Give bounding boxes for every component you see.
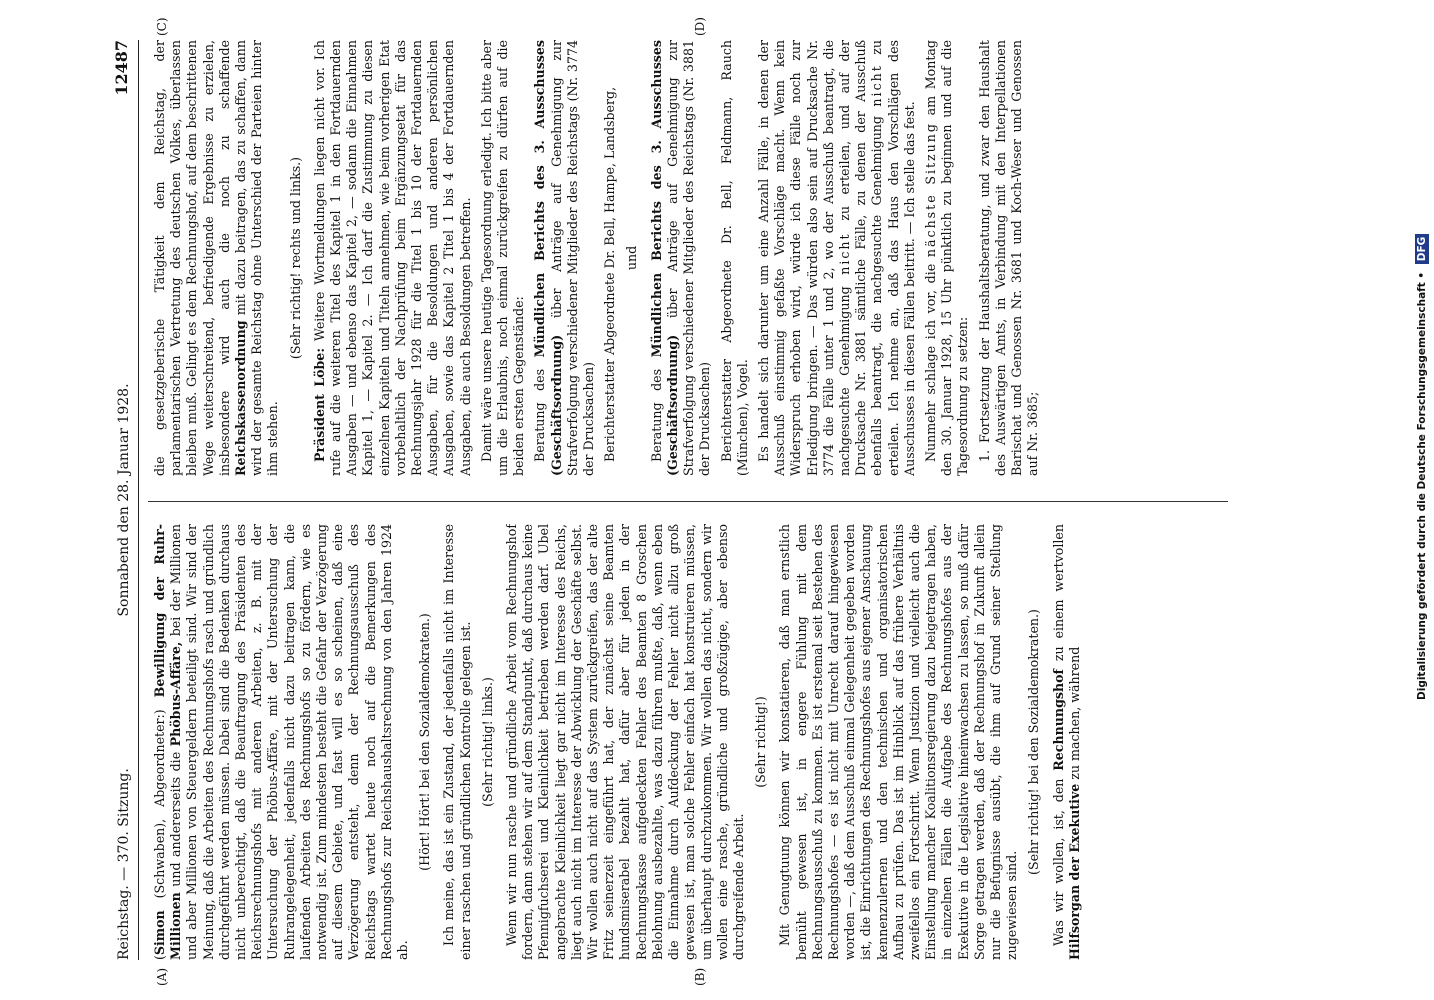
interjection: (Sehr richtig! links.) (479, 677, 495, 807)
paragraph: Berichterstatter Abgeordnete Dr. Bell, Feldmann, Rauch (München), Vogel. (718, 40, 750, 476)
agenda-item (649, 40, 714, 476)
text-run: über Anträge auf Genehmigung zur Strafverfolgung verschiedener Mitglieder des Reichstags (Nr. 3881 der Drucksachen) (664, 40, 713, 476)
document-page (112, 17, 1242, 986)
text-run: über Anträge auf Genehmigung zur Strafverfolgung verschiedener Mitglieder des Reichstags (Nr. 3774 der Drucksachen) (548, 40, 597, 476)
bold-phrase: Rechnungshof (1050, 669, 1066, 771)
paragraph (312, 40, 474, 476)
bold-phrase: Mündlichen Berichts des 3. Ausschusses (Geschäftsordnung) (648, 40, 680, 476)
agenda-list-item: 1. Fortsetzung der Haushaltsberatung, und zwar den Haushalt des Auswärtigen Amts, in Verbindung mit den Interpellationen Barischat und Genossen Nr. 3681 und Koch-Weser und Genossen auf Nr. 3685; (976, 40, 1041, 476)
text-run: zu erteilen. Ich nehme an, daß das Haus den Vorschlägen des Ausschusses in diesen Fällen beitritt. — Ich stelle das fest. (869, 40, 917, 476)
text-run: und andererseits die (168, 746, 184, 893)
bold-phrase: Bewilligung der Ruhr-Millionen (152, 524, 184, 960)
interjection: (Sehr richtig! rechts und links.) (287, 156, 303, 360)
page-header (112, 40, 139, 960)
bold-phrase: Reichskassenordnung (233, 320, 249, 476)
text-run: die gesetzgeberische Tätigkeit dem Reichstag, der parlamentarischen Vertretung des deutschen Volkes, überlassen bleiben muß. Gelingt es dem Rechnungshof, auf dem beschrittenen Wege weiterschreitend, befriedigende Ergebnisse zu erzielen, insbesondere wird auch die noch zu schaffende (152, 40, 232, 476)
spaced-phrase: nächste Sitzung (922, 122, 938, 258)
right-column (152, 40, 1232, 476)
paragraph (152, 40, 282, 476)
header-left: Reichstag. — 370. Sitzung. (116, 768, 132, 960)
bold-phrase: Phöbus-Affäre, (168, 641, 184, 747)
paragraph: (Simon (Schwaben), Abgeordneter:) Bewilligung der Ruhr-Millionen und andererseits die Phöbus-Affäre, bei der Millionen und aber Millionen von Steuergeldern beteiligt sind. Wir sind der Meinung, daß die Arbeiten des Rechnungshofs rasch und gründlich durchgeführt werden müssen. Dabei sind die Bedenken durchaus nicht unberechtigt, daß die Beauftragung des Präsidenten des Reichsrechnungshofs mit anderen Arbeiten, z. B. mit der Untersuchung der Phöbus-Affäre, mit der Untersuchung der Ruhrangelegenheit, jedenfalls nicht dazu beitragen kann, die laufenden Arbeiten des Rechnungshofs so zu fördern, wie es notwendig ist. Zum mindesten besteht die Gefahr der Verzögerung auf diesem Gebiete, und fast will es so scheinen, daß eine Verzögerung entsteht, denn der Rechnungsausschuß des Reichstags wartet heute noch auf die Bemerkungen des Rechnungshofs zur Reichshaushaltsrechnung von den Jahren 1924 ab. (152, 524, 411, 960)
text-run: Beratung des (532, 357, 548, 462)
paragraph: Damit wäre unsere heutige Tagesordnung erledigt. Ich bitte aber um die Erlaubnis, noch einmal zurückgreifen zu dürfen auf die beiden ersten Gegenstände: (478, 40, 527, 476)
interjection: (Sehr richtig! bei den Sozialdemokraten.) (1026, 609, 1042, 875)
text-run: Weitere Wortmeldungen liegen nicht vor. Ich rufe auf die weiteren Titel des Kapitel 1 in den Fortdauernden Ausgaben — und ebenso das Kapitel 2, — sodann die Einnahmen Kapitel 1, — Kapitel 2. — Ich darf die Zustimmung zu diesen einzelnen Kapiteln und Titeln annehmen, wie beim vorherigen Etat vorbehaltlich der Nachprüfung beim Ergänzungsetat für das Rechnungsjahr 1928 für die Titel 1 bis 10 der Fortdauernden Ausgaben, für die Besoldungen und anderen persönlichen Ausgaben, sowie das Kapitel 2 Titel 1 bis 4 der Fortdauernden Ausgaben, die auch Besoldungen betreffen. (311, 40, 473, 476)
text-run: am Montag den 30. Januar 1928, 15 Uhr pünktlich zu beginnen und auf die Tagesordnung zu setzen: (922, 40, 971, 476)
spaced-phrase: nicht (836, 232, 852, 275)
spaced-phrase: nicht (869, 64, 885, 107)
paragraph (1051, 524, 1083, 960)
interjection: (Hört! Hört! bei den Sozialdemokraten.) (417, 613, 433, 871)
conjunction: und (624, 245, 640, 271)
interjection: (Sehr richtig!) (753, 696, 769, 788)
speaker-name: Simon (152, 910, 167, 956)
margin-marker-b: (B) (693, 967, 707, 986)
paragraph: Wenn wir nun rasche und gründliche Arbeit vom Rechnungshof fordern, dann stehen wir auf dem Standpunkt, daß durchaus keine Pfennigfuchserei und Kleinlichkeit betrieben werden darf. Ubel angebrachte Kleinlichkeit liegt gar nicht im Interesse des Reichs, liegt auch nicht im Interesse der Abwicklung der Geschäfte selbst. Wir wollen auch nicht auf das System zurückgreifen, das der alte Fritz seinerzeit eingeführt hat, der zunächst seine Beamten hundsmiserabel bezahlt hat, dafür aber für jeden in der Rechnungskasse aufgedeckten Fehler des Beamten 8 Groschen Belohnung ausbezahlte, was dazu führen mußte, daß, wenn eben die Einnahme durch Aufdeckung der Fehler nicht allzu groß gewesen ist, man solche Fehler einfach hat konstruieren müssen, um überhaupt durchzukommen. Wir wollen das nicht, sondern wir wollen eine rasche, gründliche und großzügige, aber ebenso durchgreifende Arbeit. (504, 524, 746, 960)
paragraph (923, 40, 972, 476)
text-run: Nunmehr schlage ich vor, die (922, 257, 938, 462)
dfg-logo: DFG (1415, 234, 1429, 265)
paragraph (756, 40, 918, 476)
speaker-note: (Schwaben), Abgeordneter: (152, 714, 167, 899)
text-run: Beratung des (648, 357, 664, 462)
text-run: zu einem wertvollen (1050, 524, 1066, 670)
column-divider (148, 501, 1228, 502)
bold-phrase: Hilfsorgan der Exekutive (1066, 783, 1082, 960)
margin-marker-c: (C) (155, 17, 169, 36)
paragraph: Berichterstatter Abgeordnete Dr. Bell, Hampe, Landsberg, (602, 86, 618, 462)
text-run: mit dazu beitragen, das zu schaffen, dann wird der gesamte Reichstag ohne Unterschied der Parteien hinter ihm stehen. (233, 40, 281, 476)
margin-marker-a: (A) (155, 967, 169, 986)
page-content-rotated (112, 17, 1242, 986)
watermark-text: Digitalisierung gefördert durch die Deutsche Forschungsgemeinschaft • (1416, 271, 1428, 700)
bold-phrase: Mündlichen Berichts des 3. Ausschusses (Geschäftsordnung) (532, 40, 564, 476)
agenda-item (532, 40, 597, 476)
margin-marker-d: (D) (693, 17, 707, 36)
speaker-name: Präsident Löbe: (311, 348, 327, 462)
paragraph: Ich meine, das ist ein Zustand, der jedenfalls nicht im Interesse einer raschen und gründlichen Kontrolle gelegen ist. (441, 524, 473, 960)
page-number: 12487 (112, 40, 131, 96)
text-run: Es handelt sich darunter um eine Anzahl Fälle, in denen der Ausschuß einstimmig gefaßte Vorschläge macht. Wenn kein Widerspruch erhoben wird, würde ich diese Fälle noch zur Erledigung bringen. — Das würden also sein auf Drucksache Nr. 3774 die Fälle unter 1 und 2, wo der Ausschuß beantragt, die nachgesuchte Genehmigung (755, 40, 852, 476)
paragraph: Mit Genugtuung können wir konstatieren, daß man ernstlich bemüht gewesen ist, in engere Fühlung mit dem Rechnungsausschuß zu kommen. Es ist erstemal seit Bestehen des Rechnungshofes — es ist nicht mit Unrecht darauf hingewiesen worden —, daß dem Ausschuß einmal Gelegenheit gegeben worden ist, die Einrichtungen des Rechnungshofes aus eigener Anschauung kennenzulernen und den technischen und organisatorischen Aufbau zu prüfen. Das ist im Hinblick auf das frühere Verhältnis zweifellos ein Fortschritt. Wenn Justizion und vielleicht auch die Einstellung mancher Koalitionsregierung dazu beigetragen haben, in einzelnen Fällen die Aufgabe des Rechnungshofes aus der Exekutive in die Legislative hineinwachsen zu lassen, so muß dafür Sorge getragen werden, daß der Rechnungshof in Zukunft allein nur die Befugnisse ausübt, die ihm auf Grund seiner Stellung zugewiesen sind. (777, 524, 1020, 960)
header-date: Sonnabend den 28. Januar 1928. (116, 383, 132, 617)
text-run: Was wir wollen, ist, den (1050, 770, 1066, 946)
left-column (152, 524, 1232, 960)
text-run: bei der Millionen und aber Millionen von Steuergeldern beteiligt sind. Wir sind der Meinung, daß die Arbeiten des Rechnungshofs rasch und gründlich durchgeführt werden müssen. Dabei sind die Bedenken durchaus nicht unberechtigt, daß die Beauftragung des Präsidenten des Reichsrechnungshofs mit anderen Arbeiten, z. B. mit der Untersuchung der Phöbus-Affäre, mit der Untersuchung der Ruhrangelegenheit, jedenfalls nicht dazu beitragen kann, die laufenden Arbeiten des Rechnungshofs so zu fördern, wie es notwendig ist. Zum mindesten besteht die Gefahr der Verzögerung auf diesem Gebiete, und fast will es so scheinen, daß eine Verzögerung entsteht, denn der Rechnungsausschuß des Reichstags wartet heute noch auf die Bemerkungen des Rechnungshofs zur Reichshaushaltsrechnung von den Jahren 1924 ab. (168, 524, 411, 960)
text-run: zu machen, während (1066, 646, 1082, 784)
dfg-watermark (1412, 10, 1432, 700)
text-run: zu erteilen, und auf der Drucksache Nr. 3881 sämtliche Fälle, zu denen der Ausschuß ebenfalls beantragt, die nachgesuchte Genehmigung (836, 40, 885, 476)
